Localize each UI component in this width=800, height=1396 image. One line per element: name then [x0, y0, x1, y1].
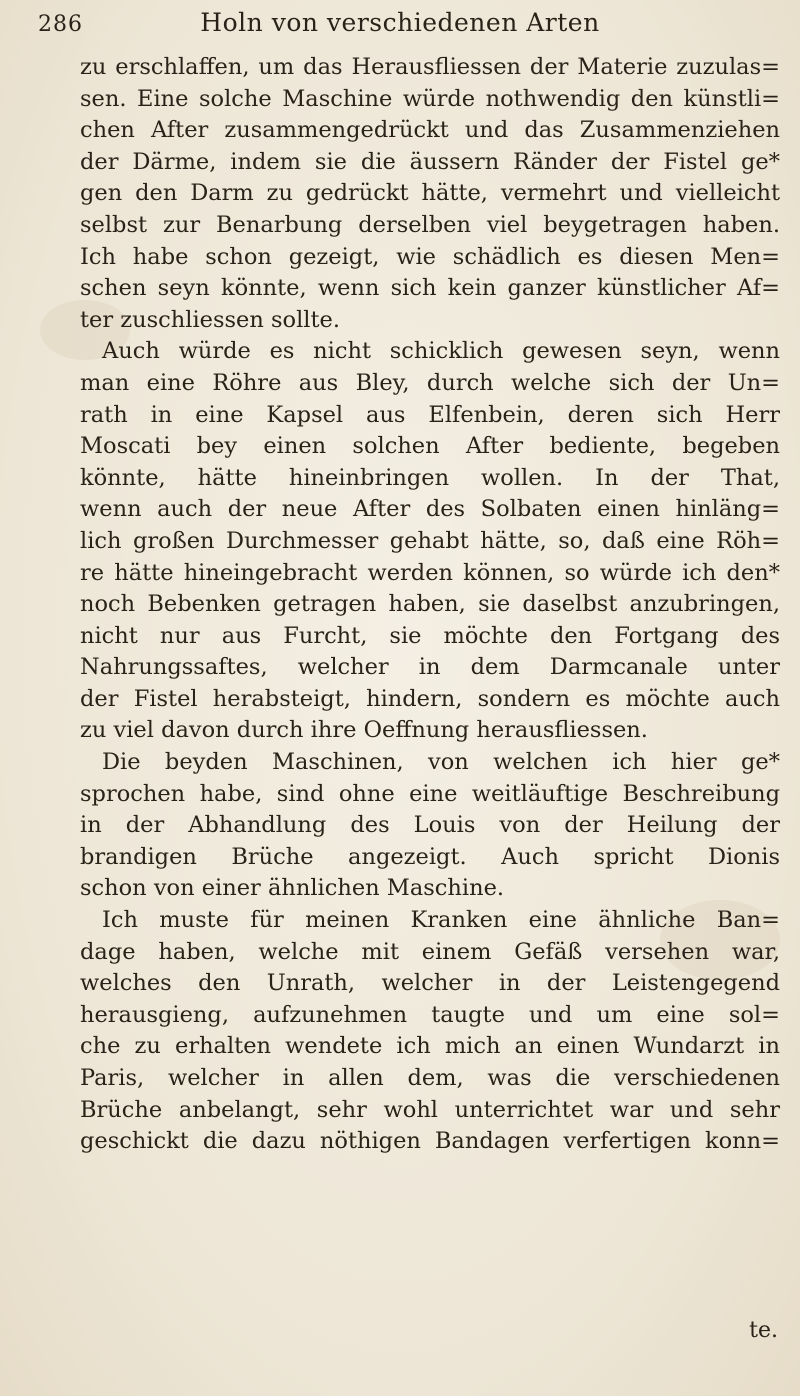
text-line: man eine Röhre aus Bley, durch welche sich der Un=	[80, 369, 780, 396]
text-line: Ich habe schon gezeigt, wie schädlich es diesen Men=	[80, 243, 780, 270]
text-line: dage haben, welche mit einem Gefäß versehen war,	[80, 938, 780, 965]
text-line: re hätte hineingebracht werden können, so würde ich den*	[80, 559, 780, 586]
text-line: selbst zur Benarbung derselben viel beygetragen haben.	[80, 211, 780, 238]
text-line: welches den Unrath, welcher in der Leistengegend	[80, 970, 780, 997]
text-line: lich großen Durchmesser gehabt hätte, so, daß eine Röh=	[80, 527, 780, 554]
text-line: Moscati bey einen solchen After bediente, begeben	[80, 433, 780, 460]
text-line: ter zuschliessen sollte.	[80, 306, 341, 333]
text-line: wenn auch der neue After des Solbaten einen hinläng=	[80, 496, 780, 523]
text-line: Brüche anbelangt, sehr wohl unterrichtet war und sehr	[80, 1096, 780, 1123]
page-header	[0, 0, 800, 60]
text-line: zu erschlaffen, um das Herausfliessen der Materie zuzulas=	[80, 54, 780, 80]
text-line: chen After zusammengedrückt und das Zusammenziehen	[80, 117, 780, 144]
text-line: noch Bebenken getragen haben, sie daselbst anzubringen,	[80, 591, 780, 618]
text-line: rath in eine Kapsel aus Elfenbein, deren sich Herr	[80, 401, 780, 428]
text-line: Nahrungssaftes, welcher in dem Darmcanale unter	[80, 654, 780, 681]
text-line: brandigen Brüche angezeigt. Auch spricht Dionis	[80, 843, 780, 870]
text-line: könnte, hätte hineinbringen wollen. In der That,	[80, 464, 780, 491]
page-number: 286	[38, 12, 83, 37]
running-head: Holn von verschiedenen Arten	[200, 8, 600, 37]
text-line: geschickt die dazu nöthigen Bandagen verfertigen konn=	[80, 1128, 780, 1155]
text-line: schon von einer ähnlichen Maschine.	[80, 875, 505, 902]
text-line: schen seyn könnte, wenn sich kein ganzer künstlicher Af=	[80, 275, 780, 302]
text-line: Ich muste für meinen Kranken eine ähnliche Ban=	[102, 907, 780, 934]
text-line: che zu erhalten wendete ich mich an einen Wundarzt in	[80, 1033, 780, 1060]
text-line: herausgieng, aufzunehmen taugte und um eine sol=	[80, 1001, 780, 1028]
text-line: der Därme, indem sie die äussern Ränder der Fistel ge*	[80, 148, 780, 175]
text-line: in der Abhandlung des Louis von der Heilung der	[80, 812, 780, 839]
text-line: zu viel davon durch ihre Oeffnung herausfliessen.	[80, 717, 648, 744]
text-line: Auch würde es nicht schicklich gewesen seyn, wenn	[102, 338, 780, 365]
text-line: gen den Darm zu gedrückt hätte, vermehrt und vielleicht	[80, 180, 780, 207]
text-line: sprochen habe, sind ohne eine weitläuftige Beschreibung	[80, 780, 780, 807]
text-line: sen. Eine solche Maschine würde nothwendig den künstli=	[80, 85, 780, 112]
catchword: te.	[749, 1318, 778, 1343]
text-line: nicht nur aus Furcht, sie möchte den Fortgang des	[80, 622, 780, 649]
text-line: Die beyden Maschinen, von welchen ich hier ge*	[102, 749, 780, 776]
text-line: Paris, welcher in allen dem, was die verschiedenen	[80, 1065, 780, 1091]
text-line: der Fistel herabsteigt, hindern, sondern es möchte auch	[80, 685, 780, 712]
body-text	[80, 52, 780, 1158]
